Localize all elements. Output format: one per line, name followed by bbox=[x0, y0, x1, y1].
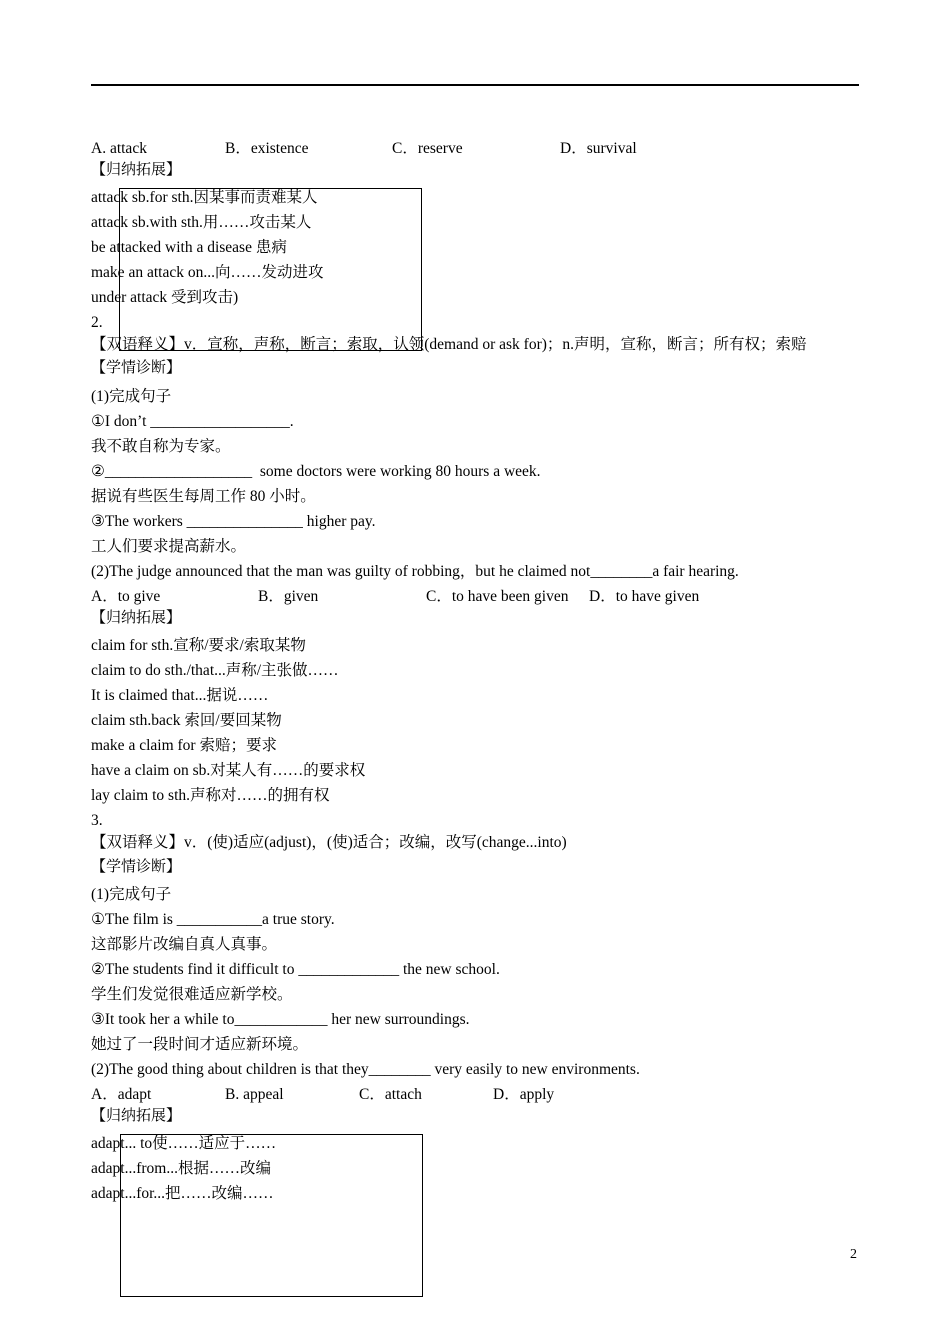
s3-sentence-2: ②The students find it difficult to _____________ the new school. bbox=[91, 961, 500, 978]
q1-option-b: B．existence bbox=[225, 140, 309, 157]
s1-expand-line-4: make an attack on...向……发动进攻 bbox=[91, 264, 324, 281]
s2-expand-line-4: claim sth.back 索回/要回某物 bbox=[91, 712, 282, 729]
s1-expand-heading: 【归纳拓展】 bbox=[91, 162, 182, 178]
s3-definition: 【双语释义】v．(使)适应(adjust)，(使)适合；改编，改写(change...into) bbox=[91, 834, 567, 851]
s1-expand-line-3: be attacked with a disease 患病 bbox=[91, 239, 287, 256]
s3-sentence-1: ①The film is ___________a true story. bbox=[91, 911, 335, 928]
s2-option-c: C．to have been given bbox=[426, 588, 569, 605]
s2-diagnosis-heading: 【学情诊断】 bbox=[91, 360, 182, 376]
s2-expand-line-6: have a claim on sb.对某人有……的要求权 bbox=[91, 762, 366, 779]
s2-expand-line-5: make a claim for 索赔；要求 bbox=[91, 737, 277, 754]
s3-translation-1: 这部影片改编自真人真事。 bbox=[91, 936, 278, 953]
s2-translation-2: 据说有些医生每周工作 80 小时。 bbox=[91, 488, 316, 505]
s3-part1-label: (1)完成句子 bbox=[91, 886, 172, 903]
s2-part2-question: (2)The judge announced that the man was guilty of robbing，but he claimed not________a fair hearing. bbox=[91, 563, 739, 580]
s2-expand-line-1: claim for sth.宣称/要求/索取某物 bbox=[91, 637, 306, 654]
s3-expand-line-3: adapt...for...把……改编…… bbox=[91, 1185, 274, 1202]
s2-sentence-2: ②___________________ some doctors were working 80 hours a week. bbox=[91, 463, 541, 480]
s2-sentence-3: ③The workers _______________ higher pay. bbox=[91, 513, 376, 530]
s3-number: 3. bbox=[91, 812, 103, 829]
s3-part2-question: (2)The good thing about children is that they________ very easily to new environments. bbox=[91, 1061, 640, 1078]
s3-translation-2: 学生们发觉很难适应新学校。 bbox=[91, 986, 293, 1003]
s2-translation-1: 我不敢自称为专家。 bbox=[91, 438, 231, 455]
s2-definition: 【双语释义】v．宣称，声称，断言；索取，认领(demand or ask for)；n.声明，宣称，断言；所有权；索赔 bbox=[91, 336, 807, 353]
s3-expand-line-1: adapt... to使……适应于…… bbox=[91, 1135, 277, 1152]
s1-expand-line-2: attack sb.with sth.用……攻击某人 bbox=[91, 214, 312, 231]
s3-sentence-3: ③It took her a while to____________ her new surroundings. bbox=[91, 1011, 470, 1028]
q1-option-d: D．survival bbox=[560, 140, 637, 157]
s2-option-d: D．to have given bbox=[589, 588, 700, 605]
q1-option-c: C．reserve bbox=[392, 140, 463, 157]
s2-expand-line-2: claim to do sth./that...声称/主张做…… bbox=[91, 662, 339, 679]
s1-expand-line-5: under attack 受到攻击) bbox=[91, 289, 239, 306]
s2-translation-3: 工人们要求提高薪水。 bbox=[91, 538, 247, 555]
s1-expand-line-1: attack sb.for sth.因某事而责难某人 bbox=[91, 189, 318, 206]
s3-option-c: C．attach bbox=[359, 1086, 422, 1103]
s3-option-d: D．apply bbox=[493, 1086, 555, 1103]
s2-part1-label: (1)完成句子 bbox=[91, 388, 172, 405]
s3-expand-heading: 【归纳拓展】 bbox=[91, 1108, 182, 1124]
header-rule bbox=[91, 84, 859, 86]
s2-sentence-1: ①I don’t __________________. bbox=[91, 413, 294, 430]
s3-option-b: B. appeal bbox=[225, 1086, 284, 1103]
s2-expand-line-3: It is claimed that...据说…… bbox=[91, 687, 269, 704]
s2-option-b: B．given bbox=[258, 588, 319, 605]
s3-expand-line-2: adapt...from...根据……改编 bbox=[91, 1160, 271, 1177]
s3-diagnosis-heading: 【学情诊断】 bbox=[91, 859, 182, 875]
s3-option-a: A．adapt bbox=[91, 1086, 152, 1103]
page-number: 2 bbox=[850, 1247, 857, 1262]
s3-translation-3: 她过了一段时间才适应新环境。 bbox=[91, 1036, 309, 1053]
s2-expand-line-7: lay claim to sth.声称对……的拥有权 bbox=[91, 787, 330, 804]
s2-number: 2. bbox=[91, 314, 103, 331]
s2-option-a: A．to give bbox=[91, 588, 161, 605]
q1-option-a: A. attack bbox=[91, 140, 147, 157]
s2-expand-heading: 【归纳拓展】 bbox=[91, 610, 182, 626]
